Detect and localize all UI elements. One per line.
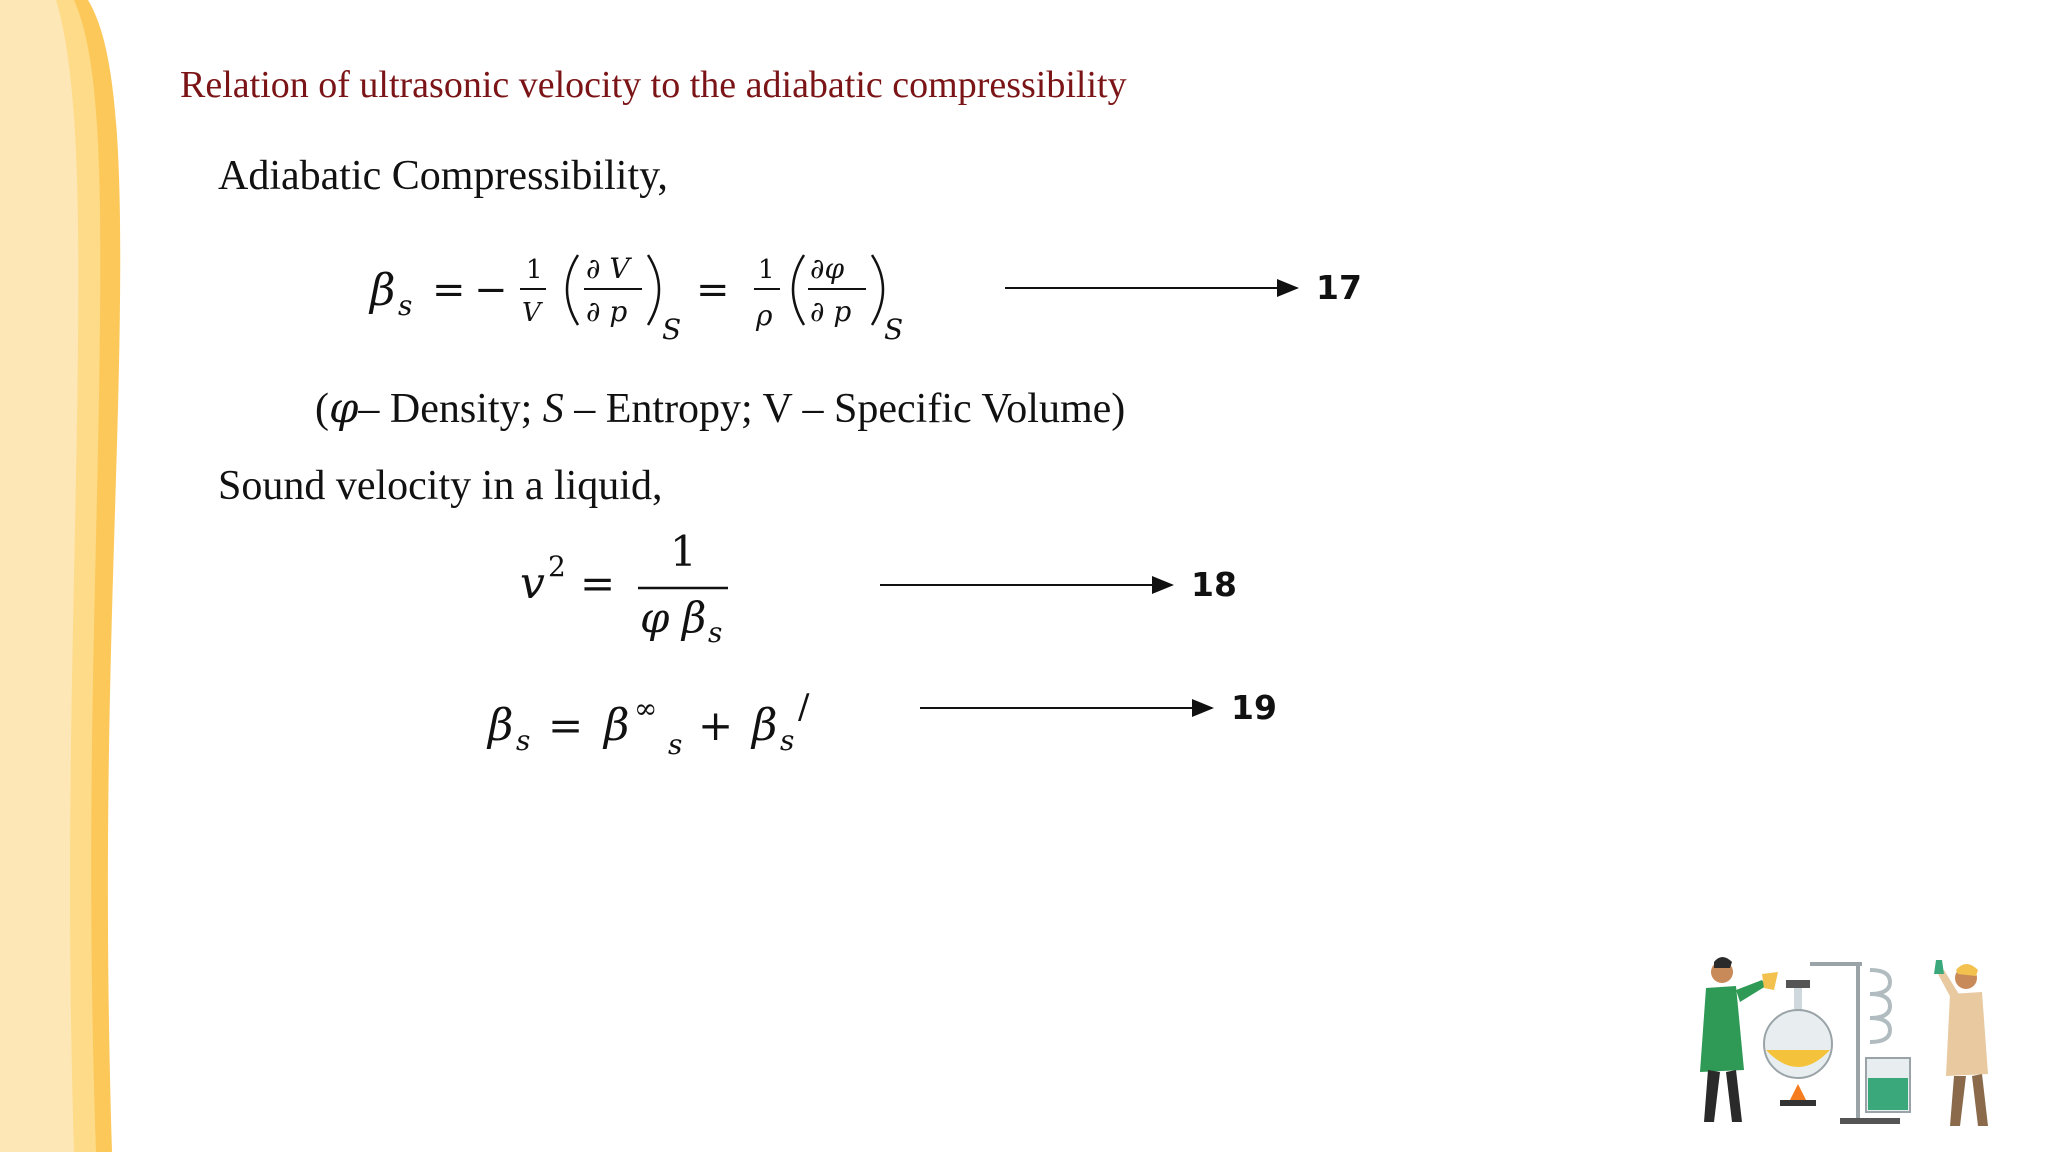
subscript-s: s	[398, 289, 413, 322]
subscript-s: s	[668, 728, 683, 761]
legend-open: (	[315, 386, 329, 432]
arrow-19	[920, 707, 1212, 709]
equation-number-17: 17	[1316, 268, 1362, 307]
fraction-numerator-1: 1	[526, 255, 543, 285]
beta-symbol: β	[370, 265, 396, 316]
equals-sign: =	[696, 267, 730, 313]
equation-number-19: 19	[1231, 688, 1277, 727]
beta-symbol: β	[488, 700, 514, 751]
equation-17	[360, 235, 920, 355]
partial-p: ∂ p	[586, 295, 628, 328]
equals-sign: =	[432, 267, 466, 313]
symbol-legend	[315, 383, 1125, 433]
partial-p: ∂ p	[810, 295, 852, 328]
superscript-2: 2	[548, 550, 566, 583]
legend-entropy: – Entropy; V – Specific Volume)	[563, 386, 1126, 432]
subscript-S: S	[884, 313, 904, 346]
slide-title: Relation of ultrasonic velocity to the adiabatic compressibility	[180, 64, 1127, 106]
phi-symbol: φ	[640, 593, 670, 642]
beta-symbol: β	[752, 700, 778, 751]
legend-density: – Density;	[358, 386, 543, 432]
heading-sound-velocity: Sound velocity in a liquid,	[218, 463, 663, 509]
fraction-numerator-1: 1	[758, 255, 775, 285]
equation-19	[480, 680, 840, 780]
subscript-s: s	[780, 724, 795, 757]
subscript-s: s	[516, 724, 531, 757]
subscript-S: S	[662, 313, 682, 346]
partial-V: ∂ V	[586, 252, 630, 285]
equation-18	[510, 520, 760, 650]
legend-phi: φ	[329, 383, 359, 432]
beta-symbol: β	[682, 593, 707, 642]
minus-sign: −	[474, 267, 508, 313]
equals-sign: =	[548, 701, 584, 750]
left-decorative-band	[0, 0, 140, 1152]
equation-number-18: 18	[1191, 565, 1237, 604]
fraction-denominator-V: V	[522, 298, 541, 328]
scientist-right	[1934, 960, 1988, 1126]
fraction-denominator-rho: ρ	[756, 299, 773, 332]
arrow-18	[880, 584, 1172, 586]
heading-adiabatic-compressibility: Adiabatic Compressibility,	[218, 153, 668, 199]
v-symbol: v	[520, 558, 545, 609]
scientists-lab-illustration	[1670, 950, 2030, 1135]
superscript-infinity: ∞	[634, 692, 658, 725]
round-flask	[1764, 980, 1832, 1106]
equals-sign: =	[580, 559, 616, 608]
plus-sign: +	[698, 701, 734, 750]
legend-s: S	[542, 386, 564, 432]
prime-mark: /	[798, 687, 810, 727]
partial-phi: ∂φ	[810, 252, 845, 285]
beta-symbol: β	[604, 700, 630, 751]
subscript-s: s	[708, 616, 723, 649]
numerator-1: 1	[670, 527, 697, 576]
arrow-17	[1005, 287, 1297, 289]
